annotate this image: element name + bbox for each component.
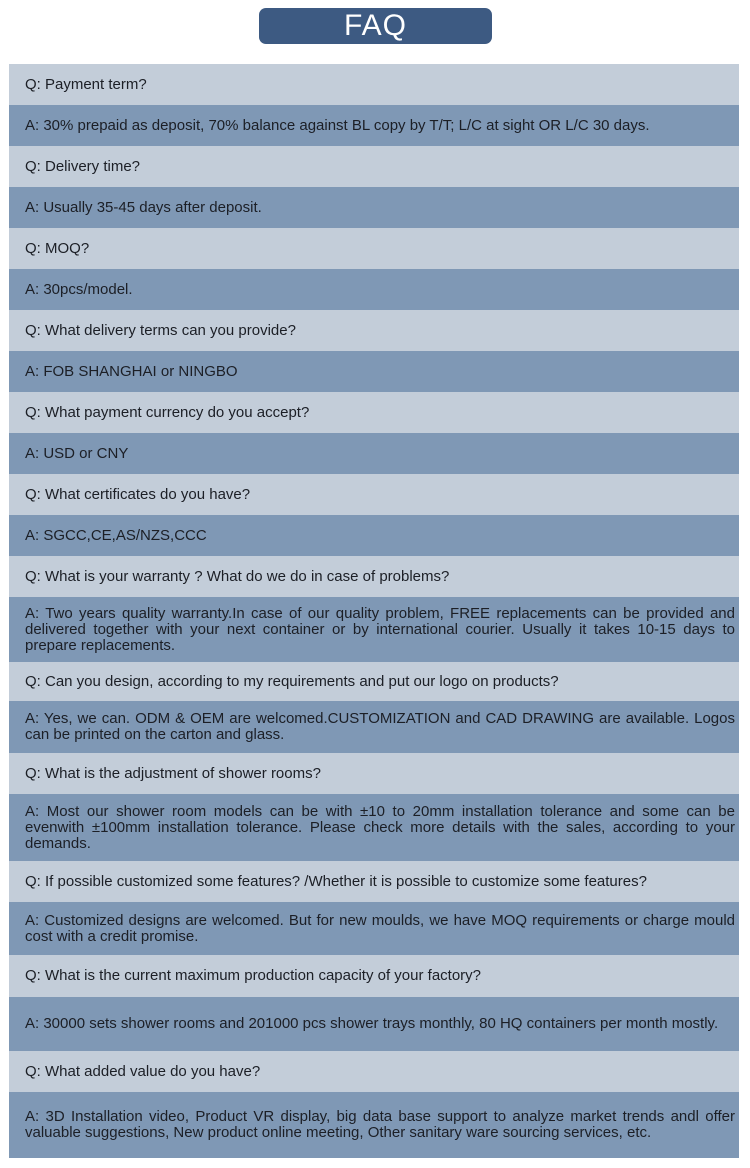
question-text: Q: What is the adjustment of shower rooms? xyxy=(25,764,321,782)
faq-question-8 xyxy=(9,662,739,701)
faq-answer-7 xyxy=(9,597,739,662)
question-text: Q: Payment term? xyxy=(25,75,147,93)
question-text: Q: Can you design, according to my requirements and put our logo on products? xyxy=(25,672,559,690)
faq-answer-5 xyxy=(9,433,739,474)
faq-question-7 xyxy=(9,556,739,597)
question-text: Q: What certificates do you have? xyxy=(25,485,251,503)
question-text: Q: Delivery time? xyxy=(25,157,141,175)
faq-question-11 xyxy=(9,955,739,997)
faq-question-5 xyxy=(9,392,739,433)
faq-answer-3 xyxy=(9,269,739,310)
answer-text: A: Most our shower room models can be with ±10 to 20mm installation tolerance and some can be evenwith ±100mm installation tolerance. Please check more details with the sales, according to your demands. xyxy=(25,802,735,852)
faq-answer-4 xyxy=(9,351,739,392)
faq-question-12 xyxy=(9,1051,739,1092)
faq-answer-9 xyxy=(9,794,739,861)
faq-answer-2 xyxy=(9,187,739,228)
answer-text: A: FOB SHANGHAI or NINGBO xyxy=(25,362,238,380)
faq-question-6 xyxy=(9,474,739,515)
question-text: Q: What is the current maximum production capacity of your factory? xyxy=(25,967,482,984)
faq-question-10 xyxy=(9,861,739,902)
faq-question-9 xyxy=(9,753,739,794)
answer-text: A: Yes, we can. ODM & OEM are welcomed.CUSTOMIZATION and CAD DRAWING are available. Logos can be printed on the carton and glass. xyxy=(25,710,735,743)
faq-question-1 xyxy=(9,64,739,105)
faq-answer-8 xyxy=(9,701,739,753)
faq-answer-1 xyxy=(9,105,739,146)
question-text: Q: What added value do you have? xyxy=(25,1062,261,1080)
faq-title: FAQ xyxy=(259,8,492,44)
answer-text: A: 3D Installation video, Product VR display, big data base support to analyze market trends andl offer valuable suggestions, New product online meeting, Other sanitary ware sourcing services, etc. xyxy=(25,1108,735,1141)
faq-question-2 xyxy=(9,146,739,187)
faq-question-3 xyxy=(9,228,739,269)
question-text: Q: If possible customized some features? /Whether it is possible to customize some features? xyxy=(25,872,647,890)
faq-answer-10 xyxy=(9,902,739,955)
question-text: Q: What delivery terms can you provide? xyxy=(25,321,296,339)
faq-list xyxy=(9,64,739,1160)
question-text: Q: What payment currency do you accept? xyxy=(25,403,310,421)
faq-answer-6 xyxy=(9,515,739,556)
answer-text: A: 30pcs/model. xyxy=(25,280,133,298)
answer-text: A: Customized designs are welcomed. But for new moulds, we have MOQ requirements or charge mould cost with a credit promise. xyxy=(25,911,735,945)
answer-text: A: Two years quality warranty.In case of our quality problem, FREE replacements can be provided and delivered together with your next container or by international courier. Usually it takes 10-15 days to prepare replacements. xyxy=(25,604,735,654)
answer-text: A: Usually 35-45 days after deposit. xyxy=(25,198,262,216)
faq-answer-11 xyxy=(9,997,739,1051)
answer-text: A: SGCC,CE,AS/NZS,CCC xyxy=(25,526,207,544)
question-text: Q: MOQ? xyxy=(25,239,90,257)
answer-text: A: USD or CNY xyxy=(25,444,129,462)
answer-text: A: 30000 sets shower rooms and 201000 pcs shower trays monthly, 80 HQ containers per month mostly. xyxy=(25,1015,719,1032)
faq-question-4 xyxy=(9,310,739,351)
question-text: Q: What is your warranty ? What do we do in case of problems? xyxy=(25,567,450,585)
faq-answer-12 xyxy=(9,1092,739,1158)
answer-text: A: 30% prepaid as deposit, 70% balance against BL copy by T/T; L/C at sight OR L/C 30 days. xyxy=(25,116,650,134)
